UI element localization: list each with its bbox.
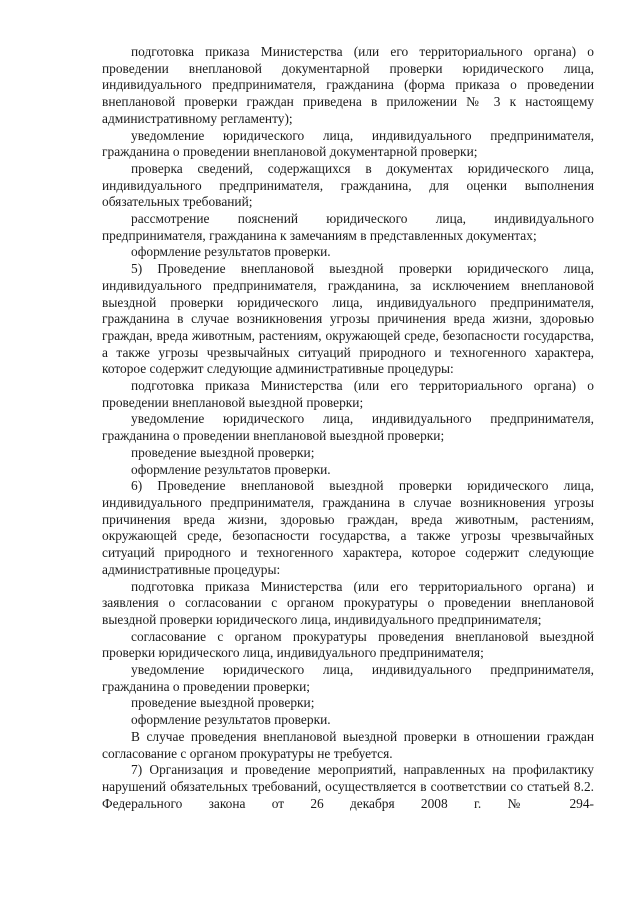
paragraph-item-6: 6) Проведение внеплановой выездной проверки юридического лица, индивидуального предпринимателя, гражданина в случае возникновения угрозы причинения вреда жизни, здоровью граждан, вреда животным, растениям, окружающей среде, безопасности государства, а также угрозы чрезвычайных ситуаций природного и техногенного характера, которое содержит следующие административные процедуры: <box>102 478 594 577</box>
paragraph-review-explanations: рассмотрение пояснений юридического лица, индивидуального предпринимателя, гражданина к замечаниям в представленных документах; <box>102 211 594 243</box>
paragraph-onsite-check-1: проведение выездной проверки; <box>131 444 315 460</box>
paragraph-order-documentary: подготовка приказа Министерства (или его территориального органа) о проведении внеплановой документарной проверки юридического лица, индивидуального предпринимателя, гражданина (форма приказа о проведении внеплановой проверки граждан приведена в приложении № 3 к настоящему административному регламенту); <box>102 44 594 126</box>
paragraph-order-onsite: подготовка приказа Министерства (или его территориального органа) о проведении внеплановой выездной проверки; <box>102 378 594 410</box>
paragraph-results-2: оформление результатов проверки. <box>131 461 331 477</box>
paragraph-check-info: проверка сведений, содержащихся в документах юридического лица, индивидуального предпринимателя, гражданина, для оценки выполнения обязательных требований; <box>102 160 594 210</box>
paragraph-order-prosecutor: подготовка приказа Министерства (или его территориального органа) и заявления о согласовании с органом прокуратуры о проведении внеплановой выездной проверки юридического лица, индивидуального предпринимателя; <box>102 578 594 627</box>
document-page <box>102 44 594 812</box>
paragraph-notify-check: уведомление юридического лица, индивидуального предпринимателя, гражданина о проведении проверки; <box>102 662 594 694</box>
paragraph-citizens-note: В случае проведения внеплановой выездной проверки в отношении граждан согласование с органом прокуратуры не требуется. <box>102 728 594 761</box>
paragraph-item-7: 7) Организация и проведение мероприятий, направленных на профилактику нарушений обязательных требований, осуществляется в соответствии со статьей 8.2. Федерального закона от 26 декабря 2008 г. № 294- <box>102 762 594 811</box>
paragraph-notify-onsite: уведомление юридического лица, индивидуального предпринимателя, гражданина о проведении внеплановой выездной проверки; <box>102 411 594 444</box>
paragraph-prosecutor-approval: согласование с органом прокуратуры проведения внеплановой выездной проверки юридического лица, индивидуального предпринимателя; <box>102 628 594 661</box>
paragraph-item-5: 5) Проведение внеплановой выездной проверки юридического лица, индивидуального предпринимателя, гражданина, за исключением внеплановой выездной проверки юридического лица, индивидуального предпринимателя, гражданина в случае возникновения угрозы причинения вреда жизни, здоровью граждан, вреда животным, растениям, окружающей среде, безопасности государства, а также угрозы чрезвычайных ситуаций природного и техногенного характера, которое содержит следующие административные процедуры: <box>102 261 594 377</box>
paragraph-results-3: оформление результатов проверки. <box>131 712 331 728</box>
paragraph-results-1: оформление результатов проверки. <box>131 244 331 260</box>
paragraph-notify-documentary: уведомление юридического лица, индивидуального предпринимателя, гражданина о проведении внеплановой документарной проверки; <box>102 127 594 160</box>
paragraph-onsite-check-2: проведение выездной проверки; <box>131 695 315 711</box>
